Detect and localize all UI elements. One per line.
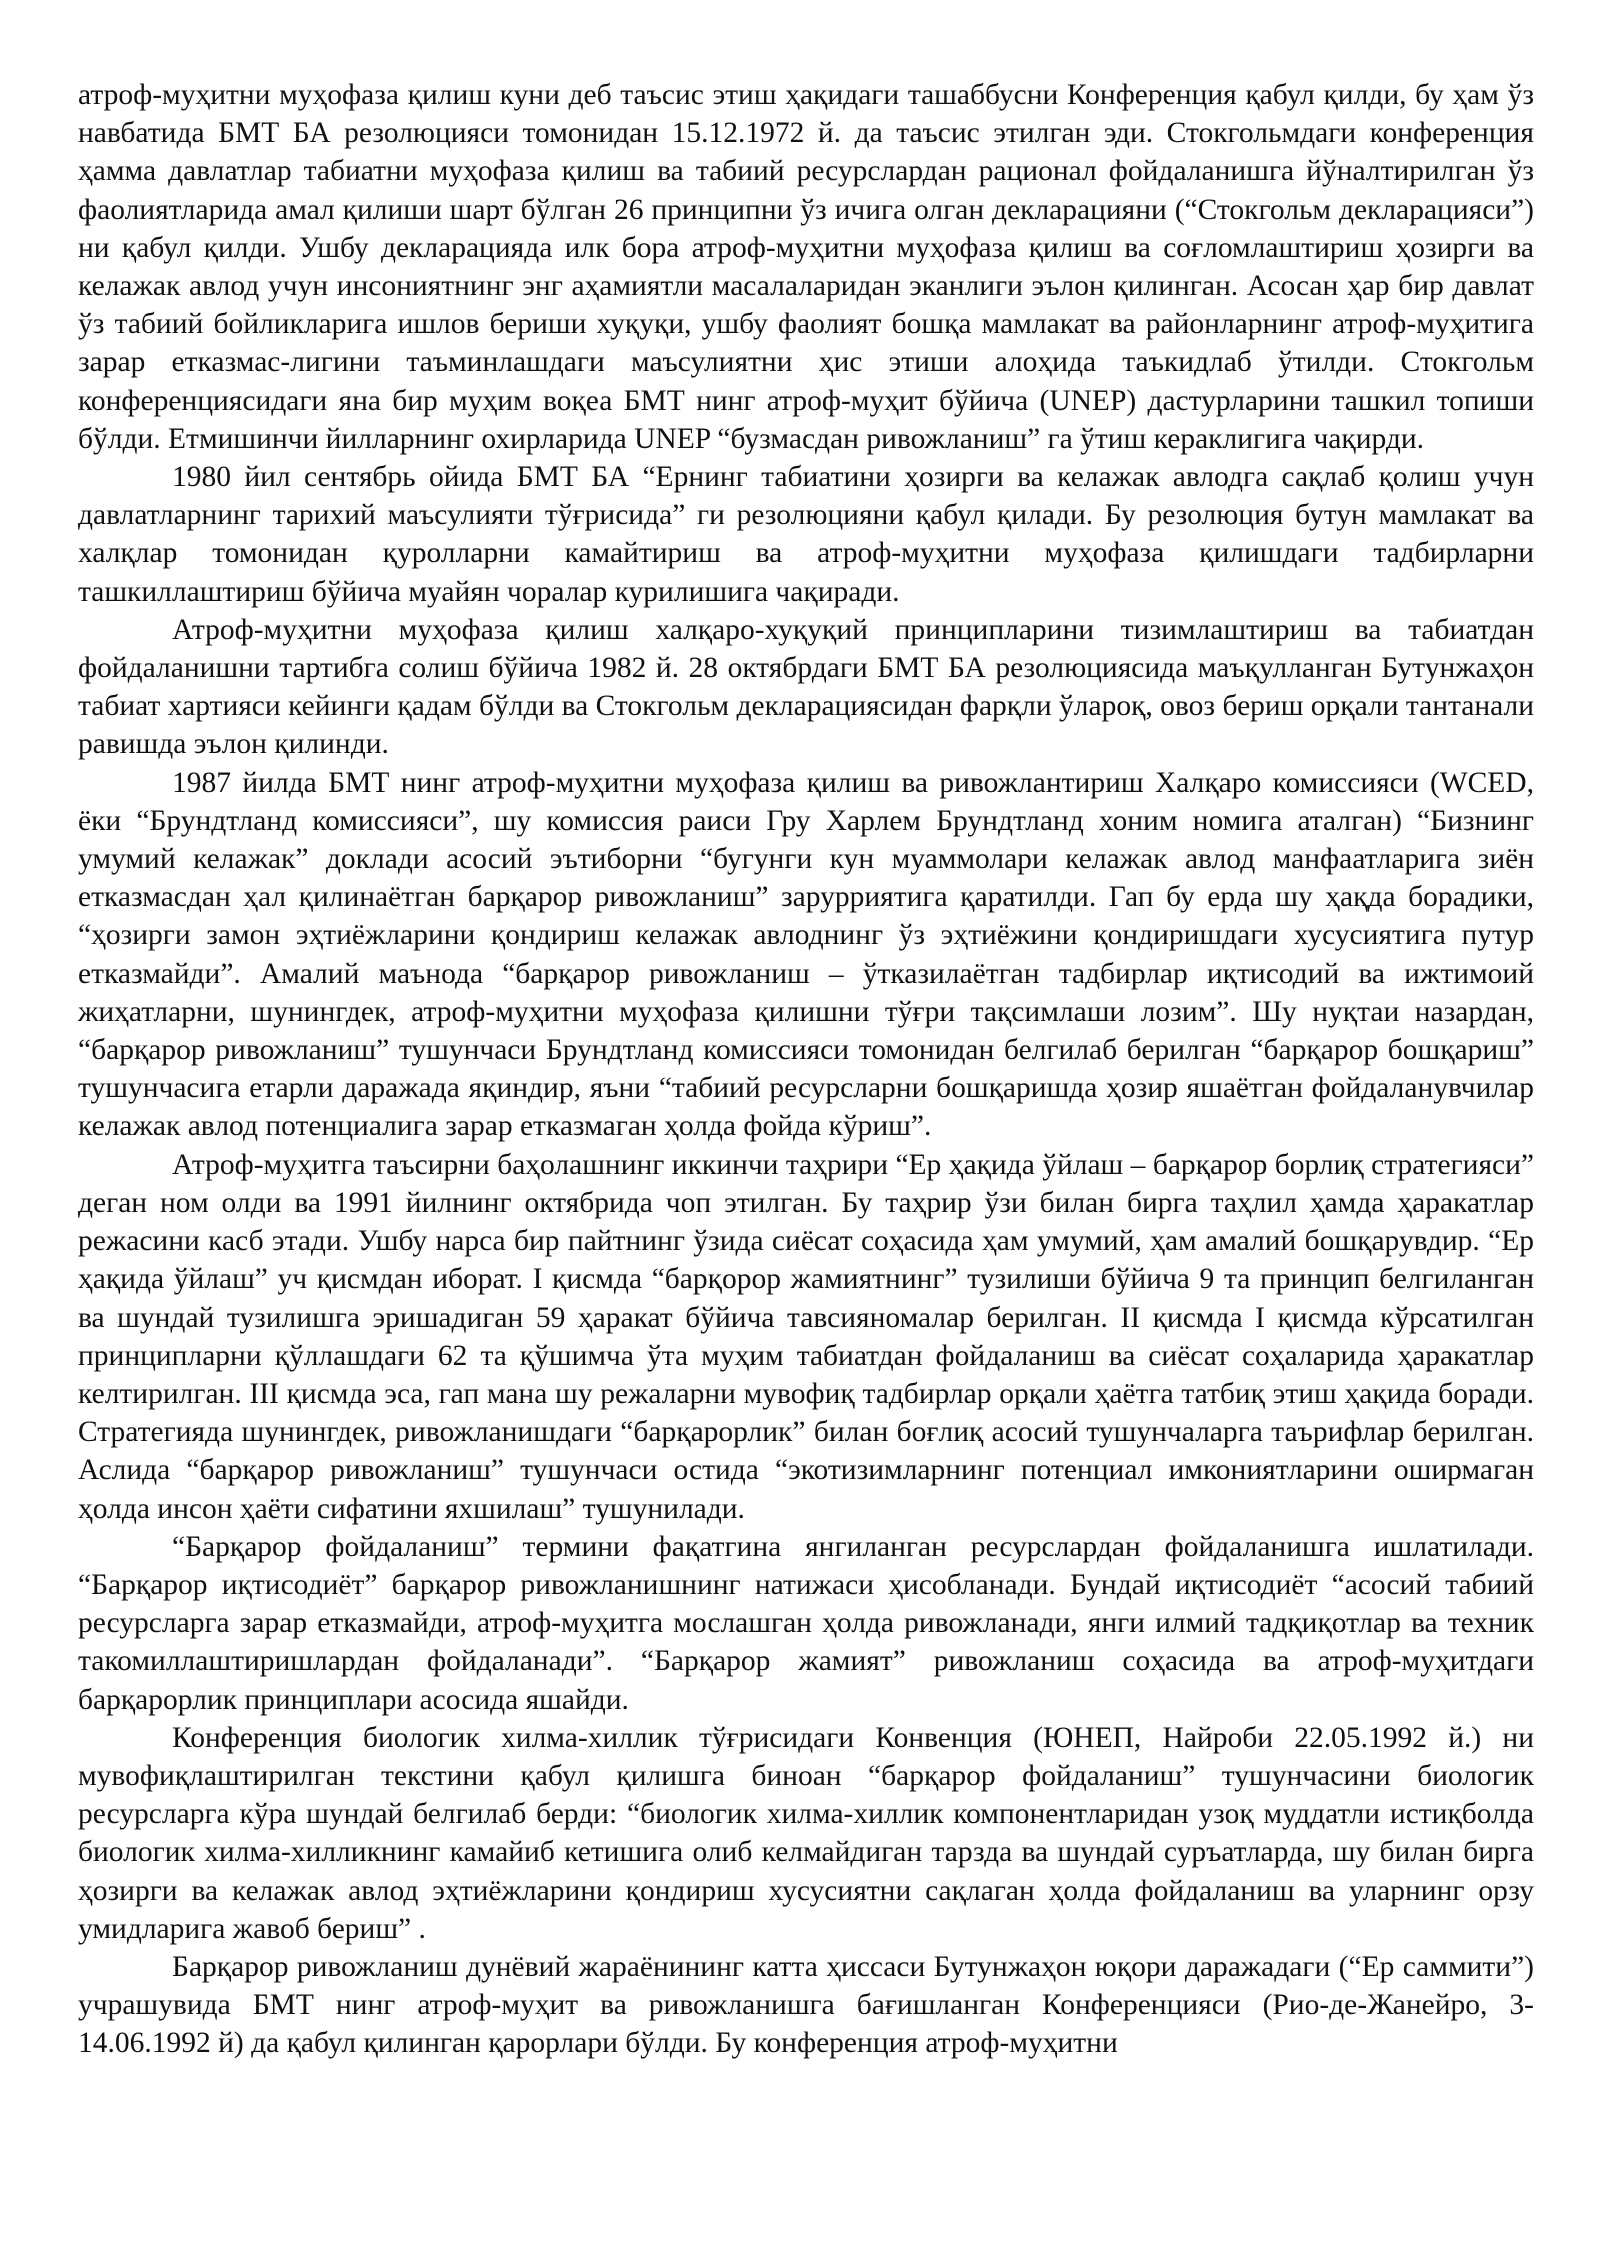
paragraph-stockholm-conference: атроф-муҳитни муҳофаза қилиш куни деб таъсис этиш ҳақидаги ташаббусни Конференция қабул қилди, бу ҳам ўз навбатида БМТ БА резолюцияси томонидан 15.12.1972 й. да таъсис этилган эди. Стокгольмдаги конференция ҳамма давлатлар табиатни муҳофаза қилиш ва табиий ресурслардан рационал фойдаланишга йўналтирилган ўз фаолиятларида амал қилиши шарт бўлган 26 принципни ўз ичига олган декларацияни (“Стокгольм декларацияси”) ни қабул қилди. Ушбу декларацияда илк бора атроф-муҳитни муҳофаза қилиш ва соғломлаштириш ҳозирги ва келажак авлод учун инсониятнинг энг аҳамиятли масалаларидан эканлиги эълон қилинган. Асосан ҳар бир давлат ўз табиий бойликларига ишлов бериши хуқуқи, ушбу фаолият бошқа мамлакат ва районларнинг атроф-муҳитига зарар етказмас-лигини таъминлашдаги маъсулиятни ҳис этиши алоҳида таъкидлаб ўтилди. Стокгольм конференциясидаги яна бир муҳим воқеа БМТ нинг атроф-муҳит бўйича (UNEP) дастурларини ташкил топиши бўлди. Етмишинчи йилларнинг охирларида UNEP “бузмасдан ривожланиш” га ўтиш кераклигига чақирди.	[78, 79, 1534, 455]
paragraph-world-charter-for-nature: Атроф-муҳитни муҳофаза қилиш халқаро-хуқуқий принципларини тизимлаштириш ва табиатдан фойдаланишни тартибга солиш бўйича 1982 й. 28 октябрдаги БМТ БА резолюциясида маъқулланган Бутунжаҳон табиат хартияси кейинги қадам бўлди ва Стокгольм декларациясидан фарқли ўлароқ, овоз бериш орқали тантанали равишда эълон қилинди.	[78, 613, 1534, 761]
paragraph-sustainable-use: “Барқарор фойдаланиш” термини фақатгина янгиланган ресурслардан фойдаланишга ишлатилади. “Барқарор иқтисодиёт” барқарор ривожланишнинг натижаси ҳисобланади. Бундай иқтисодиёт “асосий табиий ресурсларга зарар етказмайди, атроф-муҳитга мослашган ҳолда ривожланади, янги илмий тадқиқотлар ва техник такомиллаштиришлардан фойдаланади”. “Барқарор жамият” ривожланиш соҳасида ва атроф-муҳитдаги барқарорлик принциплари асосида яшайди.	[78, 1530, 1534, 1716]
paragraph-biodiversity-convention: Конференция биологик хилма-хиллик тўғрисидаги Конвенция (ЮНЕП, Найроби 22.05.1992 й.) ни мувофиқлаштирилган текстини қабул қилишга биноан “барқарор фойдаланиш” тушунчасини биологик ресурсларга кўра шундай белгилаб берди: “биологик хилма-хиллик компонентларидан узоқ муддатли истиқболда биологик хилма-хилликнинг камайиб кетишига олиб келмайдиган тарзда ва шундай суръатларда, шу билан бирга ҳозирги ва келажак авлод эҳтиёжларини қондириш хусусиятни сақлаган ҳолда фойдаланиш ва уларнинг орзу умидларига жавоб бериш” .	[78, 1721, 1534, 1945]
document-page	[78, 76, 1534, 2063]
paragraph-1980-resolution: 1980 йил сентябрь ойида БМТ БА “Ернинг табиатини ҳозирги ва келажак авлодга сақлаб қолиш учун давлатларнинг тарихий маъсулияти тўғрисида” ги резолюцияни қабул қилади. Бу резолюция бутун мамлакат ва халқлар томонидан қуролларни камайтириш ва атроф-муҳитни муҳофаза қилишдаги тадбирларни ташкиллаштириш бўйича муайян чоралар курилишига чақиради.	[78, 461, 1534, 608]
paragraph-earth-summit: Барқарор ривожланиш дунёвий жараёнининг катта ҳиссаси Бутунжаҳон юқори даражадаги (“Ер саммити”) учрашувида БМТ нинг атроф-муҳит ва ривожланишга бағишланган Конференцияси (Рио-де-Жанейро, 3-14.06.1992 й) да қабул қилинган қарорлари бўлди. Бу конференция атроф-муҳитни	[78, 1950, 1534, 2060]
paragraph-brundtland-commission: 1987 йилда БМТ нинг атроф-муҳитни муҳофаза қилиш ва ривожлантириш Халқаро комиссияси (WCED, ёки “Брундтланд комиссияси”, шу комиссия раиси Гру Харлем Брундтланд хоним номига аталган) “Бизнинг умумий келажак” доклади асосий эътиборни “бугунги кун муаммолари келажак авлод манфаатларига зиён етказмасдан ҳал қилинаётган барқарор ривожланиш” зарурриятига қаратилди. Гап бу ерда шу ҳақда борадики, “ҳозирги замон эҳтиёжларини қондириш келажак авлоднинг ўз эҳтиёжини қондиришдаги хусусиятига путур етказмайди”. Амалий маънода “барқарор ривожланиш – ўтказилаётган тадбирлар иқтисодий ва ижтимоий жиҳатларни, шунингдек, атроф-муҳитни муҳофаза қилишни тўғри тақсимлаши лозим”. Шу нуқтаи назардан, “барқарор ривожланиш” тушунчаси Брундтланд комиссияси томонидан белгилаб берилган “барқарор бошқариш” тушунчасига етарли даражада яқиндир, яъни “табиий ресурсларни бошқаришда ҳозир яшаётган фойдаланувчилар келажак авлод потенциалига зарар етказмаган ҳолда фойда кўриш”.	[78, 766, 1534, 1143]
paragraph-caring-for-the-earth: Атроф-муҳитга таъсирни баҳолашнинг иккинчи таҳрири “Ер ҳақида ўйлаш – барқарор борлиқ стратегияси” деган ном олди ва 1991 йилнинг октябрида чоп этилган. Бу таҳрир ўзи билан бирга таҳлил ҳамда ҳаракатлар режасини касб этади. Ушбу нарса бир пайтнинг ўзида сиёсат соҳасида ҳам умумий, ҳам амалий бошқарувдир. “Ер ҳақида ўйлаш” уч қисмдан иборат. I қисмда “барқорор жамиятнинг” тузилиши бўйича 9 та принцип белгиланган ва шундай тузилишга эришадиган 59 ҳаракат бўйича тавсияномалар берилган. II қисмда I қисмда кўрсатилган принципларни қўллашдаги 62 та қўшимча ўта муҳим табиатдан фойдаланиш ва сиёсат соҳаларида ҳаракатлар келтирилган. III қисмда эса, гап мана шу режаларни мувофиқ тадбирлар орқали ҳаётга татбиқ этиш ҳақида боради. Стратегияда шунингдек, ривожланишдаги “барқарорлик” билан боғлиқ асосий тушунчаларга таърифлар берилган. Аслида “барқарор ривожланиш” тушунчаси остида “экотизимларнинг потенциал имкониятларини оширмаган ҳолда инсон ҳаёти сифатини яхшилаш” тушунилади.	[78, 1148, 1534, 1525]
